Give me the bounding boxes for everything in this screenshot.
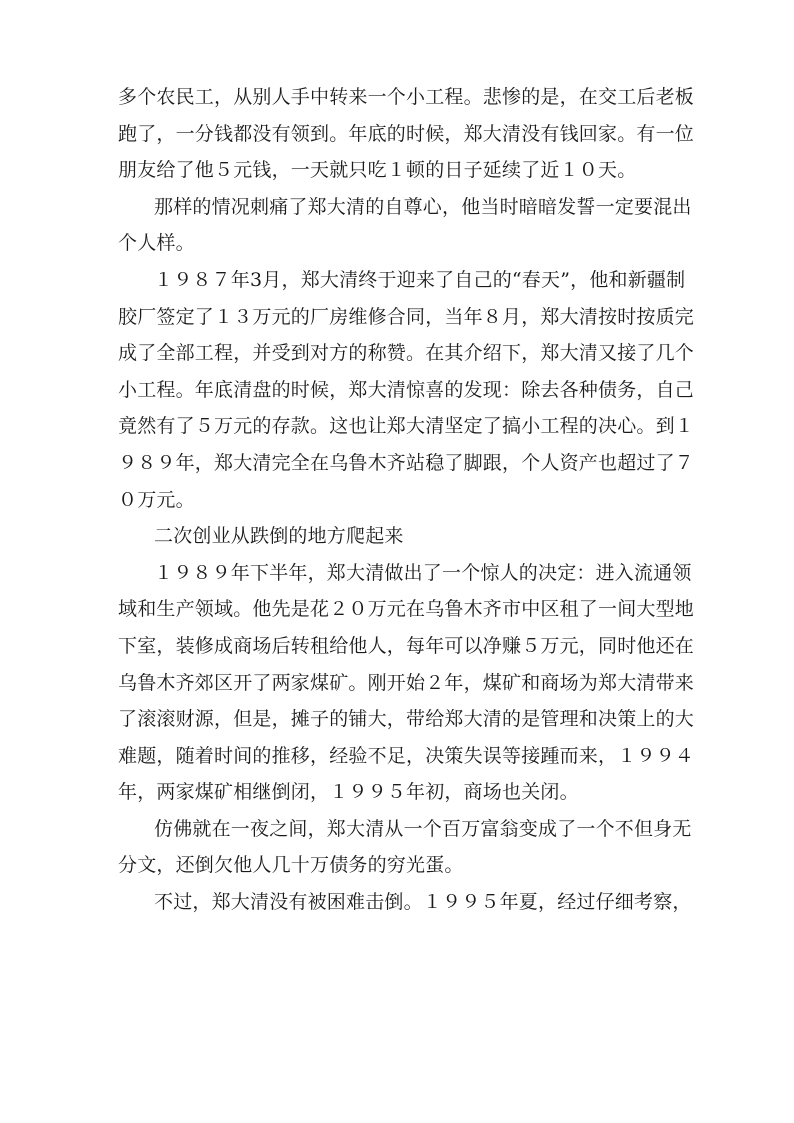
text-line: 了滚滚财源，但是，摊子的铺大，带给郑大清的是管理和决策上的大 xyxy=(118,708,695,731)
text-line: １９８９年下半年，郑大清做出了一个惊人的决定：进入流通领 xyxy=(154,561,692,584)
text-line: 小工程。年底清盘的时候，郑大清惊喜的发现：除去各种债务，自己 xyxy=(118,378,695,401)
text-line: 难题，随着时间的推移，经验不足，决策失误等接踵而来，１９９４ xyxy=(118,744,695,767)
text-line: １９８７年3月，郑大清终于迎来了自己的“春天”，他和新疆制 xyxy=(154,268,686,291)
text-line: 多个农民工，从别人手中转来一个小工程。悲惨的是，在交工后老板 xyxy=(118,86,695,108)
text-line: 仿佛就在一夜之间，郑大清从一个百万富翁变成了一个不但身无 xyxy=(154,817,692,840)
text-line: 域和生产领域。他先是花２０万元在乌鲁木齐市中区租了一间大型地 xyxy=(118,598,695,621)
text-line: 分文，还倒欠他人几十万债务的穷光蛋。 xyxy=(118,854,464,877)
text-line: 胶厂签定了１３万元的厂房维修合同，当年８月，郑大清按时按质完 xyxy=(118,305,695,328)
text-line: 不过，郑大清没有被困难击倒。１９９５年夏，经过仔细考察， xyxy=(154,891,692,914)
text-line: 下室，装修成商场后转租给他人，每年可以净赚５万元，同时他还在 xyxy=(118,634,695,657)
text-line: 年，两家煤矿相继倒闭，１９９５年初，商场也关闭。 xyxy=(118,781,579,804)
text-line: 朋友给了他５元钱，一天就只吃１顿的日子延续了近１０天。 xyxy=(118,159,637,182)
text-line: 跑了，一分钱都没有领到。年底的时候，郑大清没有钱回家。有一位 xyxy=(118,122,695,145)
text-line: 个人样。 xyxy=(118,232,195,255)
text-line: 二次创业从跌倒的地方爬起来 xyxy=(154,525,404,548)
text-line: 乌鲁木齐郊区开了两家煤矿。刚开始２年，煤矿和商场为郑大清带来 xyxy=(118,671,695,694)
text-line: 竟然有了５万元的存款。这也让郑大清坚定了搞小工程的决心。到１ xyxy=(118,415,695,438)
text-line: ０万元。 xyxy=(118,488,195,511)
text-line: 成了全部工程，并受到对方的称赞。在其介绍下，郑大清又接了几个 xyxy=(118,342,695,365)
text-line: ９８９年，郑大清完全在乌鲁木齐站稳了脚跟，个人资产也超过了７ xyxy=(118,451,695,474)
text-line: 那样的情况刺痛了郑大清的自尊心，他当时暗暗发誓一定要混出 xyxy=(154,195,692,218)
document-body xyxy=(118,79,695,921)
